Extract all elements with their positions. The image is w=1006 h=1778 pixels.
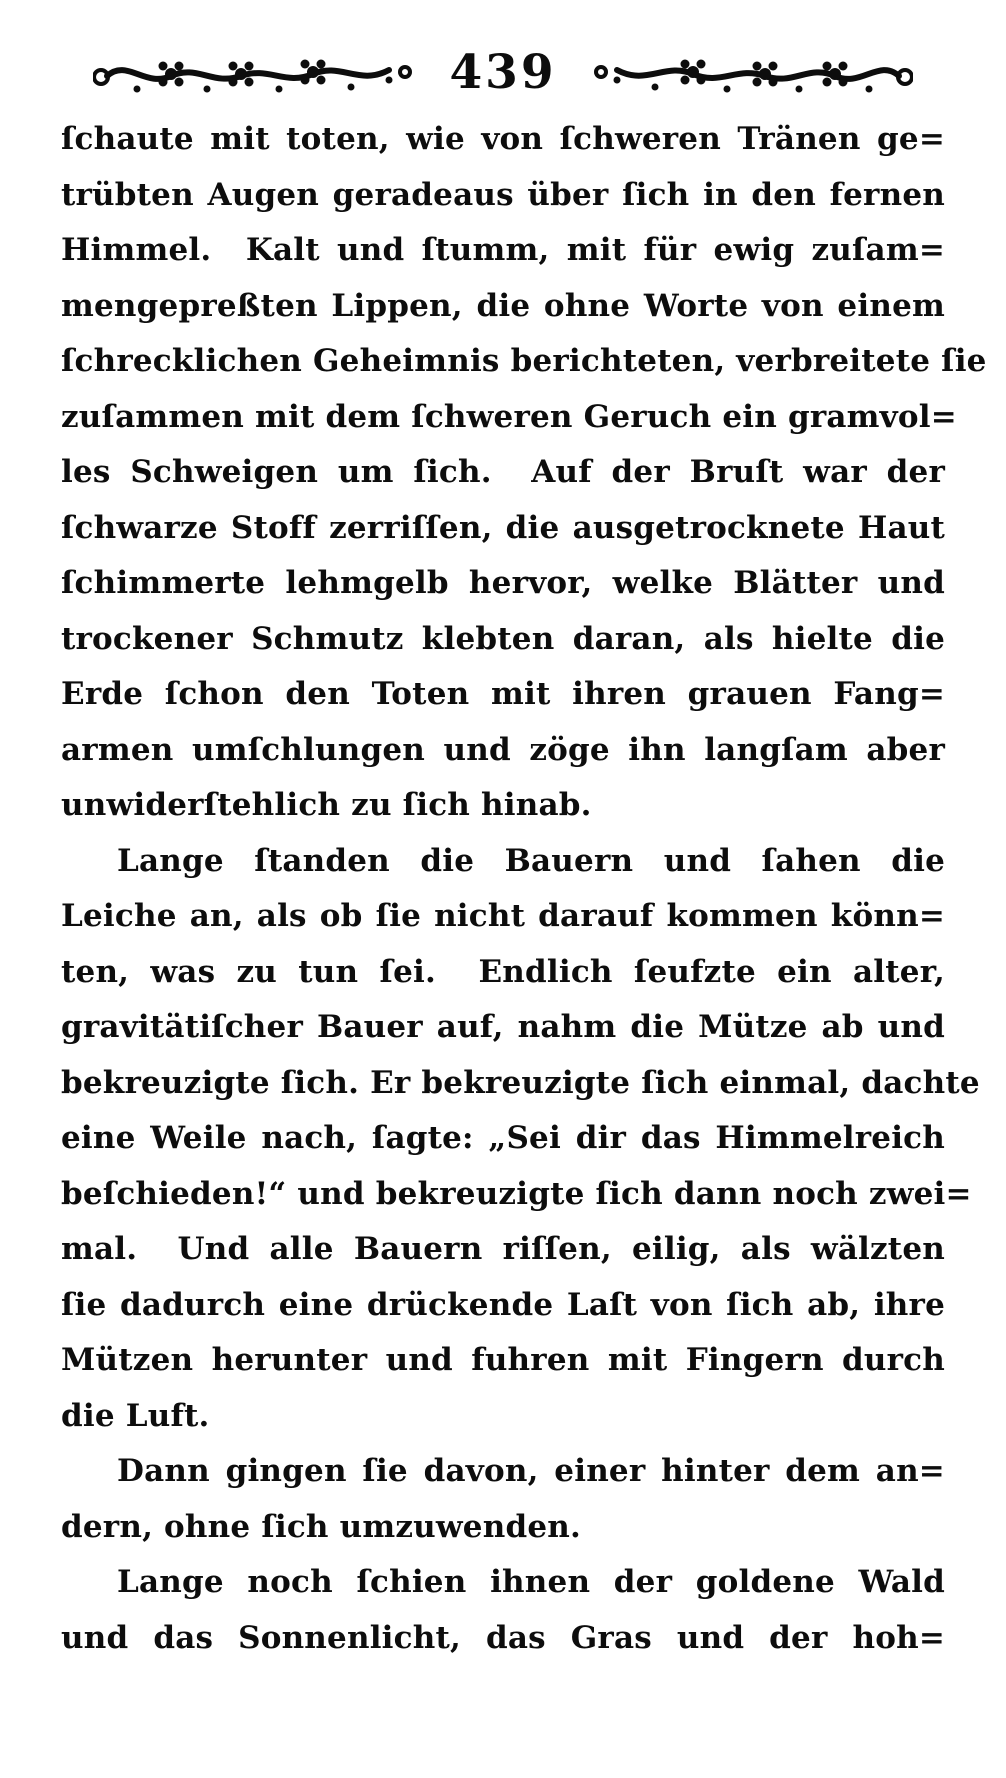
floral-ornament-right-icon — [591, 52, 913, 96]
text-line: und das Sonnenlicht, das Gras und der hoh= — [61, 1619, 945, 1656]
text-line: gravitätiſcher Bauer auf, nahm die Mütze ab und — [61, 1009, 945, 1045]
text-line: trockener Schmutz klebten daran, als hielte die — [61, 620, 945, 657]
text-line: Leiche an, als ob ſie nicht darauf kommen könn= — [61, 898, 945, 934]
text-line: ſie dadurch eine drückende Laſt von ſich ab, ihre — [61, 1286, 945, 1323]
paragraph — [61, 834, 980, 1445]
floral-ornament-left-icon — [93, 52, 415, 96]
text-line: ſchwarze Stoff zerriſſen, die ausgetrocknete Haut — [61, 509, 945, 546]
page-header — [0, 46, 1006, 102]
page-number: 439 — [449, 44, 557, 100]
text-line: Dann gingen ſie davon, einer hinter dem an= — [117, 1453, 945, 1489]
text-line: Erde ſchon den Toten mit ihren grauen Fang= — [61, 676, 945, 712]
text-line: die Luft. — [61, 1397, 210, 1434]
text-line: ſchrecklichen Geheimnis berichteten, verbreitete ſie — [61, 343, 987, 379]
text-line: les Schweigen um ſich. Auf der Bruſt war der — [61, 454, 945, 490]
text-line: dern, ohne ſich umzuwenden. — [61, 1508, 582, 1545]
text-line: Lange ſtanden die Bauern und ſahen die — [117, 842, 945, 879]
text-line: trübten Augen geradeaus über ſich in den fernen — [61, 176, 945, 213]
text-line: Mützen herunter und fuhren mit Fingern durch — [61, 1342, 945, 1378]
text-line: bekreuzigte ſich. Er bekreuzigte ſich einmal, dachte — [61, 1064, 980, 1101]
text-line: beſchieden!“ und bekreuzigte ſich dann noch zwei= — [61, 1175, 972, 1212]
paragraph — [61, 1555, 945, 1666]
text-line: ten, was zu tun ſei. Endlich ſeufzte ein alter, — [61, 953, 945, 990]
text-line: Lange noch ſchien ihnen der goldene Wald — [117, 1564, 945, 1600]
text-line: Himmel. Kalt und ſtumm, mit für ewig zuſam= — [61, 232, 945, 268]
text-line: zuſammen mit dem ſchweren Geruch ein gramvol= — [61, 398, 957, 435]
text-line: unwiderſtehlich zu ſich hinab. — [61, 787, 592, 823]
paragraph — [61, 1444, 945, 1555]
text-line: mengepreßten Lippen, die ohne Worte von einem — [61, 287, 945, 324]
text-line: eine Weile nach, ſagte: „Sei dir das Himmelreich — [61, 1120, 945, 1156]
text-line: ſchaute mit toten, wie von ſchweren Tränen ge= — [61, 121, 945, 157]
paragraph — [61, 112, 987, 834]
text-line: mal. Und alle Bauern riſſen, eilig, als wälzten — [61, 1231, 945, 1267]
text-line: ſchimmerte lehmgelb hervor, welke Blätter und — [61, 565, 945, 601]
text-line: armen umſchlungen und zöge ihn langſam aber — [61, 731, 945, 768]
text-block — [61, 112, 987, 1666]
